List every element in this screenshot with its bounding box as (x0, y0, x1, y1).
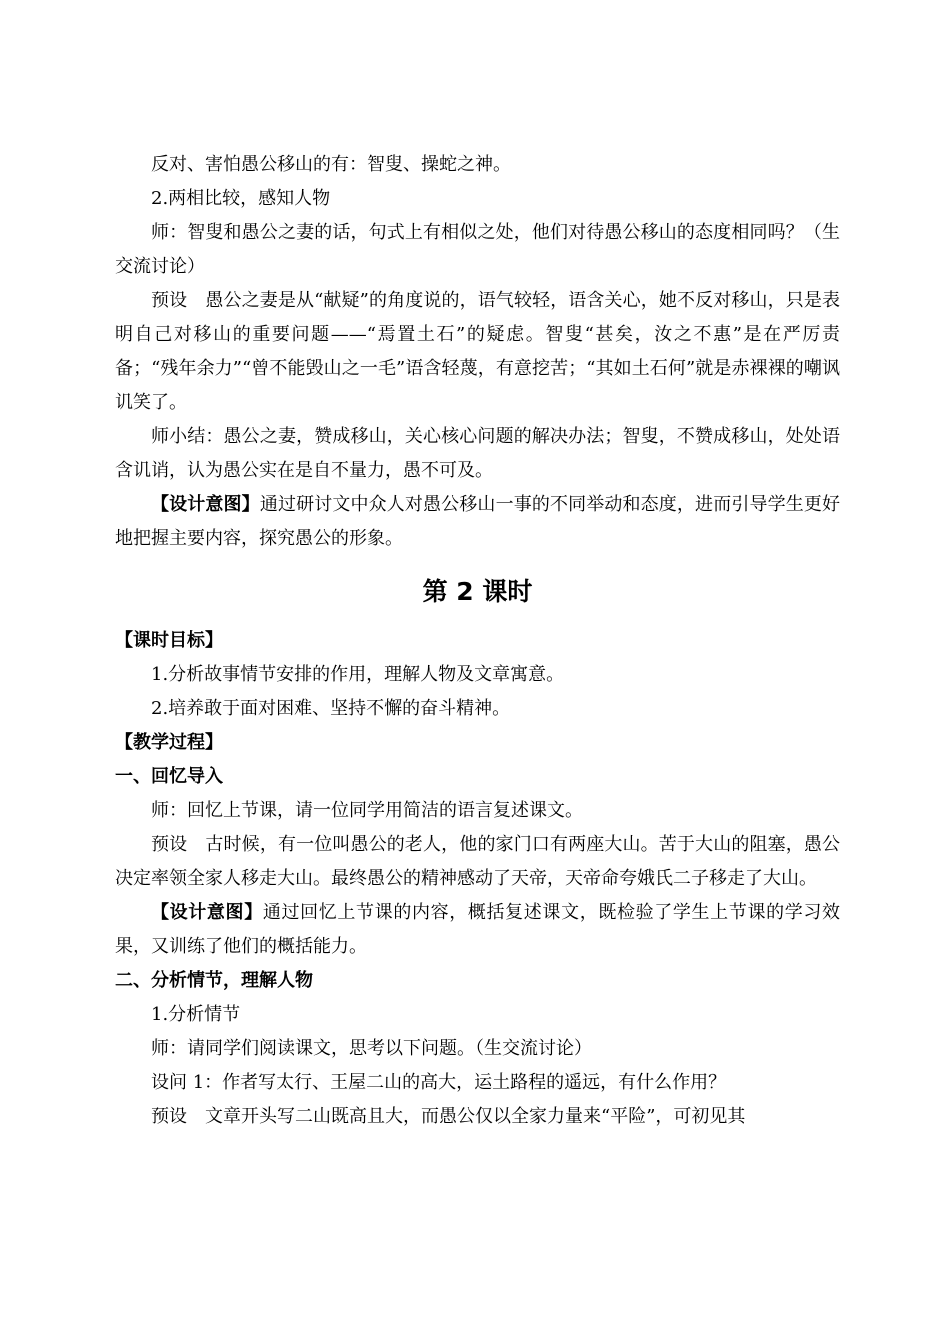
paragraph: 师：请同学们阅读课文，思考以下问题。（生交流讨论） (151, 1038, 592, 1059)
paragraph (115, 1100, 840, 1134)
section-heading: 二、分析情节，理解人物 (115, 970, 313, 991)
paragraph-text: 文章开头写二山既高且大，而愚公仅以全家力量来“平险”，可初见其 (205, 1106, 746, 1127)
paragraph: 师小结：愚公之妻，赞成移山，关心核心问题的解决办法；智叟，不赞成移山，处处语含讥诮，认为愚公实在是自不量力，愚不可及。 (115, 426, 840, 481)
label-yushe: 预设 (151, 1106, 187, 1127)
document-body (115, 148, 840, 1134)
paragraph (115, 896, 840, 964)
label-design-intent: 【设计意图】 (151, 494, 260, 515)
subheading: 1.分析情节 (151, 1004, 241, 1025)
paragraph: 师：回忆上节课，请一位同学用简洁的语言复述课文。 (151, 800, 583, 821)
heading-process: 【教学过程】 (115, 732, 223, 753)
paragraph-text: 古时候，有一位叫愚公的老人，他的家门口有两座大山。苦于大山的阻塞，愚公决定率领全家人移走大山。最终愚公的精神感动了天帝，天帝命夸娥氏二子移走了大山。 (115, 834, 841, 889)
goal-item: 2.培养敢于面对困难、坚持不懈的奋斗精神。 (151, 698, 511, 719)
paragraph-text: 通过回忆上节课的内容，概括复述课文，既检验了学生上节课的学习效果，又训练了他们的概括能力。 (115, 902, 841, 957)
label-design-intent: 【设计意图】 (151, 902, 263, 923)
paragraph-text: 通过研讨文中众人对愚公移山一事的不同举动和态度，进而引导学生更好地把握主要内容，探究愚公的形象。 (115, 494, 840, 549)
heading-goals: 【课时目标】 (115, 630, 223, 651)
paragraph-text: 愚公之妻是从“献疑”的角度说的，语气较轻，语含关心，她不反对移山，只是表明自己对移山的重要问题——“焉置土石”的疑虑。智叟“甚矣，汝之不惠”是在严厉责备；“残年余力”“曾不能毁山之一毛”语含轻蔑，有意挖苦；“其如土石何”就是赤裸裸的嘲讽讥笑了。 (115, 290, 841, 413)
paragraph: 反对、害怕愚公移山的有：智叟、操蛇之神。 (151, 154, 511, 175)
section-heading: 一、回忆导入 (115, 766, 223, 787)
paragraph (115, 488, 840, 556)
subheading: 2.两相比较，感知人物 (151, 188, 331, 209)
label-yushe: 预设 (151, 834, 188, 855)
label-yushe: 预设 (151, 290, 188, 311)
paragraph (115, 828, 840, 896)
section-title: 第 2 课时 (422, 577, 533, 606)
paragraph: 师：智叟和愚公之妻的话，句式上有相似之处，他们对待愚公移山的态度相同吗？（生交流讨论） (115, 222, 840, 277)
goal-item: 1.分析故事情节安排的作用，理解人物及文章寓意。 (151, 664, 565, 685)
paragraph (115, 284, 840, 420)
paragraph: 设问 1：作者写太行、王屋二山的高大，运土路程的遥远，有什么作用？ (151, 1072, 727, 1093)
